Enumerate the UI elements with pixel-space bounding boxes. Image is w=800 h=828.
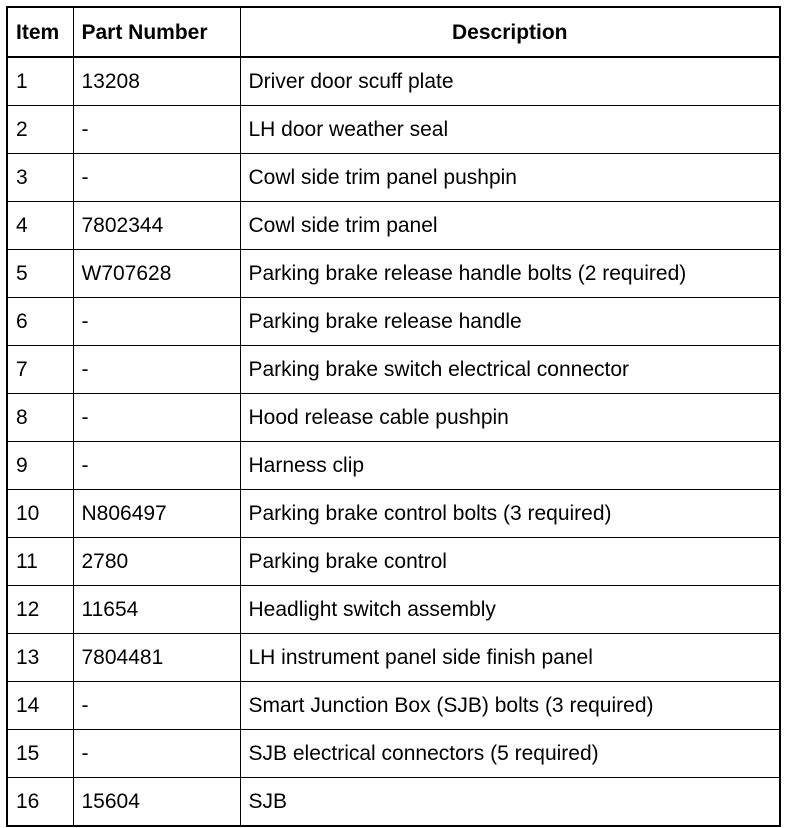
item-cell: 3 <box>7 154 73 202</box>
description-cell: Parking brake release handle <box>240 298 780 346</box>
item-cell: 7 <box>7 346 73 394</box>
table-body <box>7 57 780 826</box>
item-cell: 12 <box>7 586 73 634</box>
part-number-cell: 11654 <box>73 586 240 634</box>
part-number-cell: 7804481 <box>73 634 240 682</box>
table-row <box>7 298 780 346</box>
part-number-cell: - <box>73 154 240 202</box>
table-row <box>7 394 780 442</box>
part-number-cell: - <box>73 682 240 730</box>
table-row <box>7 586 780 634</box>
description-cell: Driver door scuff plate <box>240 57 780 106</box>
header-part-number: Part Number <box>73 7 240 57</box>
description-cell: LH instrument panel side finish panel <box>240 634 780 682</box>
item-cell: 14 <box>7 682 73 730</box>
description-cell: Smart Junction Box (SJB) bolts (3 required) <box>240 682 780 730</box>
table-row <box>7 682 780 730</box>
item-cell: 2 <box>7 106 73 154</box>
description-cell: Parking brake control <box>240 538 780 586</box>
item-cell: 16 <box>7 778 73 827</box>
item-cell: 13 <box>7 634 73 682</box>
description-cell: Parking brake control bolts (3 required) <box>240 490 780 538</box>
description-cell: Parking brake switch electrical connector <box>240 346 780 394</box>
table-row <box>7 778 780 827</box>
part-number-cell: - <box>73 730 240 778</box>
description-cell: Harness clip <box>240 442 780 490</box>
table-row <box>7 106 780 154</box>
item-cell: 8 <box>7 394 73 442</box>
part-number-cell: W707628 <box>73 250 240 298</box>
item-cell: 10 <box>7 490 73 538</box>
part-number-cell: - <box>73 106 240 154</box>
part-number-cell: 15604 <box>73 778 240 827</box>
description-cell: Headlight switch assembly <box>240 586 780 634</box>
description-cell: Parking brake release handle bolts (2 required) <box>240 250 780 298</box>
part-number-cell: - <box>73 346 240 394</box>
item-cell: 9 <box>7 442 73 490</box>
description-cell: Hood release cable pushpin <box>240 394 780 442</box>
description-cell: SJB electrical connectors (5 required) <box>240 730 780 778</box>
table-row <box>7 57 780 106</box>
item-cell: 5 <box>7 250 73 298</box>
description-cell: LH door weather seal <box>240 106 780 154</box>
header-row <box>7 7 780 57</box>
table-row <box>7 490 780 538</box>
table-row <box>7 154 780 202</box>
item-cell: 15 <box>7 730 73 778</box>
table-row <box>7 346 780 394</box>
table-row <box>7 730 780 778</box>
description-cell: Cowl side trim panel pushpin <box>240 154 780 202</box>
table-row <box>7 538 780 586</box>
part-number-cell: - <box>73 394 240 442</box>
part-number-cell: - <box>73 442 240 490</box>
item-cell: 4 <box>7 202 73 250</box>
description-cell: Cowl side trim panel <box>240 202 780 250</box>
table-row <box>7 202 780 250</box>
header-description: Description <box>240 7 780 57</box>
part-number-cell: - <box>73 298 240 346</box>
description-cell: SJB <box>240 778 780 827</box>
part-number-cell: 7802344 <box>73 202 240 250</box>
part-number-cell: N806497 <box>73 490 240 538</box>
item-cell: 6 <box>7 298 73 346</box>
header-item: Item <box>7 7 73 57</box>
item-cell: 11 <box>7 538 73 586</box>
part-number-cell: 13208 <box>73 57 240 106</box>
table-row <box>7 442 780 490</box>
table-row <box>7 250 780 298</box>
part-number-cell: 2780 <box>73 538 240 586</box>
parts-table <box>6 6 781 827</box>
item-cell: 1 <box>7 57 73 106</box>
table-row <box>7 634 780 682</box>
